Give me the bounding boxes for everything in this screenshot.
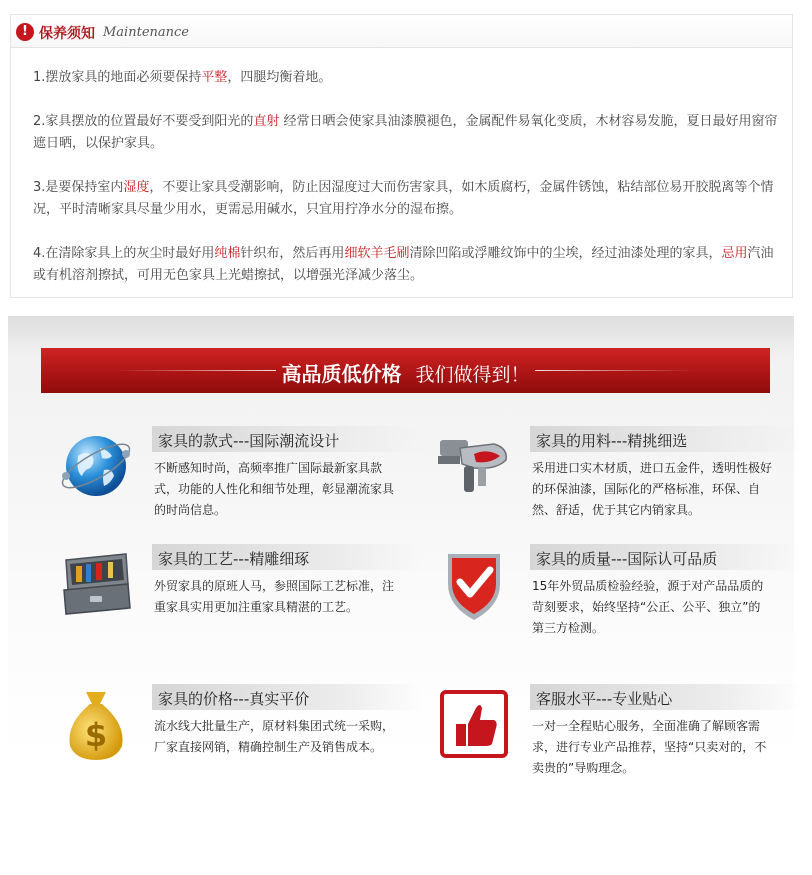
maintenance-item-4: 4.在清除家具上的灰尘时最好用纯棉针织布，然后再用细软羊毛刷清除凹陷或浮雕纹饰中的尘埃，经过油漆处理的家具，忌用汽油或有机溶剂擦拭，可用无色家具上光蜡擦拭，以增强光泽减少落尘。	[33, 246, 774, 283]
maintenance-panel	[10, 14, 793, 298]
maintenance-item-1: 1.摆放家具的地面必须要保持平整，四腿均衡着地。	[33, 70, 332, 85]
feature-service-desc: 一对一全程贴心服务，全面准确了解顾客需求，进行专业产品推荐，坚持“只卖对的，不卖贵的”导购理念。	[532, 719, 767, 775]
maintenance-item-2: 2.家具摆放的位置最好不要受到阳光的直射 经常日晒会使家具油漆膜褪色，金属配件易氧化变质，木材容易发脆，夏日最好用窗帘遮日晒，以保护家具。	[33, 114, 778, 151]
feature-craft-desc: 外贸家具的原班人马，参照国际工艺标准，注重家具实用更加注重家具精湛的工艺。	[154, 579, 395, 614]
feature-materials-title: 家具的用料---精挑细选	[536, 432, 688, 450]
feature-quality-title: 家具的质量---国际认可品质	[536, 550, 718, 568]
feature-materials	[434, 426, 794, 536]
feature-materials-desc: 采用进口实木材质，进口五金件，透明性极好的环保油漆，国际化的严格标准，环保、自然、舒适，优于其它内销家具。	[532, 461, 773, 517]
globe-icon	[56, 426, 136, 506]
feature-price-desc: 流水线大批量生产，原材料集团式统一采购，厂家直接网销，精确控制生产及销售成本。	[154, 719, 395, 754]
feature-style	[56, 426, 416, 536]
feature-service-title: 客服水平---专业贴心	[536, 690, 673, 708]
money-bag-icon	[56, 684, 136, 764]
promo-section	[8, 316, 794, 875]
banner-sub-text: 我们做得到！	[415, 364, 530, 386]
thumbs-up-icon	[434, 684, 514, 764]
feature-quality-desc: 15年外贸品质检验经验，源于对产品品质的苛刻要求，始终坚持“公正、公平、独立”的第三方检测。	[532, 579, 764, 635]
feature-price	[56, 684, 416, 794]
toolbox-icon	[56, 544, 136, 624]
shield-check-icon	[434, 544, 514, 624]
feature-style-title: 家具的款式---国际潮流设计	[158, 432, 340, 450]
banner-main-text: 高品质低价格	[281, 362, 402, 386]
maintenance-header	[11, 15, 792, 48]
promo-banner	[41, 348, 770, 393]
svg-text:$: $	[84, 716, 108, 754]
maintenance-title: 保养须知	[39, 26, 95, 42]
maintenance-item-3: 3.是要保持室内湿度，不要让家具受潮影响，防止因湿度过大而伤害家具，如木质腐朽，金属件锈蚀，粘结部位易开胶脱离等个情况，平时清晰家具尽量少用水，更需忌用碱水，只宜用拧净水分的湿布擦。	[33, 180, 774, 217]
feature-style-desc: 不断感知时尚，高频率推广国际最新家具款式，功能的人性化和细节处理，彰显潮流家具的时尚信息。	[154, 461, 395, 517]
alert-icon: !	[16, 23, 34, 41]
maintenance-list	[33, 67, 785, 309]
maintenance-title-en: Maintenance	[103, 25, 189, 40]
feature-craft-title: 家具的工艺---精雕细琢	[158, 550, 310, 568]
feature-craft	[56, 544, 416, 654]
feature-quality	[434, 544, 794, 654]
feature-price-title: 家具的价格---真实平价	[158, 690, 310, 708]
nail-gun-icon	[434, 426, 514, 506]
feature-service	[434, 684, 794, 794]
